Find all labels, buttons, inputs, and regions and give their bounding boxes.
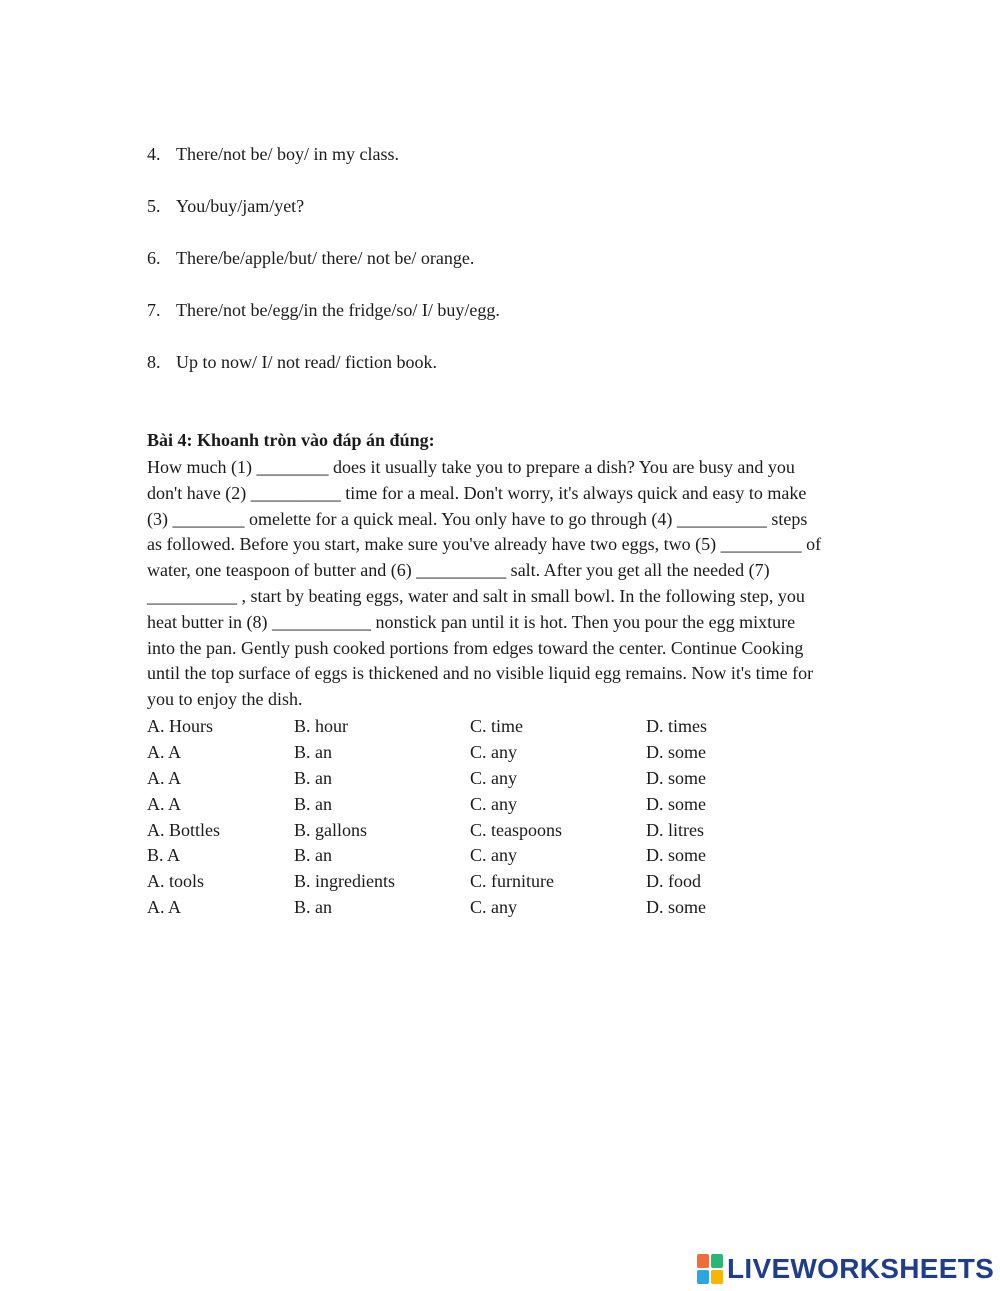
option-row <box>147 766 887 792</box>
item-number: 5. <box>147 196 161 216</box>
passage-line: (3) ________ omelette for a quick meal. You only have to go through (4) __________ steps <box>147 508 808 529</box>
option-b[interactable]: B. ingredients <box>294 871 395 892</box>
item-text: There/be/apple/but/ there/ not be/ orange. <box>176 248 475 268</box>
passage-line: as followed. Before you start, make sure you've already have two eggs, two (5) _________ of <box>147 534 822 555</box>
option-b[interactable]: B. an <box>294 767 332 788</box>
liveworksheets-logo-icon <box>697 1254 723 1284</box>
option-c[interactable]: C. any <box>470 741 517 762</box>
option-a[interactable]: A. Bottles <box>147 819 221 840</box>
option-b[interactable]: B. gallons <box>294 819 368 840</box>
option-d[interactable]: D. some <box>646 767 706 788</box>
option-d[interactable]: D. some <box>646 897 706 918</box>
passage-line: water, one teaspoon of butter and (6) __________ salt. After you get all the needed (7) <box>147 560 770 581</box>
option-c[interactable]: C. time <box>470 715 523 736</box>
item-number: 6. <box>147 248 161 268</box>
logo-tile <box>697 1270 709 1284</box>
option-b[interactable]: B. an <box>294 845 332 866</box>
logo-text: LIVEWORKSHEETS <box>727 1253 995 1284</box>
option-c[interactable]: C. any <box>470 897 517 918</box>
item-text: There/not be/ boy/ in my class. <box>176 144 399 164</box>
option-d[interactable]: D. food <box>646 871 701 892</box>
exercise-4-section <box>147 429 887 921</box>
option-row <box>147 818 887 844</box>
option-b[interactable]: B. an <box>294 897 332 918</box>
option-a[interactable]: B. A <box>147 845 181 866</box>
option-row <box>147 714 887 740</box>
option-a[interactable]: A. A <box>147 793 182 814</box>
option-a[interactable]: A. A <box>147 741 182 762</box>
item-text: Up to now/ I/ not read/ fiction book. <box>176 352 437 372</box>
liveworksheets-logo <box>697 1252 997 1286</box>
option-row <box>147 895 887 921</box>
option-c[interactable]: C. furniture <box>470 871 554 892</box>
passage-line: How much (1) ________ does it usually take you to prepare a dish? You are busy and you <box>147 457 795 477</box>
logo-tile <box>711 1270 723 1284</box>
exercise-item <box>147 299 867 321</box>
passage-line: you to enjoy the dish. <box>147 689 303 710</box>
option-b[interactable]: B. an <box>294 741 332 762</box>
exercise-4-heading: Bài 4: Khoanh tròn vào đáp án đúng: <box>147 430 435 450</box>
exercise-item <box>147 351 867 373</box>
item-number: 4. <box>147 144 161 164</box>
exercise-item <box>147 247 867 269</box>
exercise-3-items <box>147 143 867 403</box>
item-text: There/not be/egg/in the fridge/so/ I/ buy/egg. <box>176 300 500 320</box>
passage-line: into the pan. Gently push cooked portions from edges toward the center. Continue Cooking <box>147 637 804 658</box>
option-a[interactable]: A. tools <box>147 871 205 892</box>
option-row <box>147 843 887 869</box>
option-d[interactable]: D. litres <box>646 819 704 840</box>
passage <box>147 455 887 713</box>
option-d[interactable]: D. some <box>646 741 706 762</box>
option-c[interactable]: C. any <box>470 845 517 866</box>
option-a[interactable]: A. Hours <box>147 715 213 736</box>
passage-line: __________ , start by beating eggs, water and salt in small bowl. In the following step, you <box>147 585 805 606</box>
passage-line: heat butter in (8) ___________ nonstick pan until it is hot. Then you pour the egg mixture <box>147 611 796 632</box>
option-row <box>147 792 887 818</box>
option-row <box>147 740 887 766</box>
item-text: You/buy/jam/yet? <box>176 196 305 216</box>
item-number: 8. <box>147 352 161 372</box>
option-d[interactable]: D. some <box>646 793 706 814</box>
passage-line: until the top surface of eggs is thickened and no visible liquid egg remains. Now it's time for <box>147 663 814 684</box>
option-d[interactable]: D. times <box>646 715 707 736</box>
exercise-item <box>147 143 867 165</box>
option-a[interactable]: A. A <box>147 897 182 918</box>
answer-options <box>147 714 887 921</box>
logo-tile <box>711 1254 723 1268</box>
exercise-item <box>147 195 867 217</box>
item-number: 7. <box>147 300 161 320</box>
option-d[interactable]: D. some <box>646 845 706 866</box>
option-c[interactable]: C. teaspoons <box>470 819 562 840</box>
option-a[interactable]: A. A <box>147 767 182 788</box>
option-c[interactable]: C. any <box>470 767 517 788</box>
option-b[interactable]: B. hour <box>294 715 348 736</box>
logo-tile <box>697 1254 709 1268</box>
passage-line: don't have (2) __________ time for a meal. Don't worry, it's always quick and easy to make <box>147 482 807 503</box>
option-row <box>147 869 887 895</box>
option-b[interactable]: B. an <box>294 793 332 814</box>
option-c[interactable]: C. any <box>470 793 517 814</box>
